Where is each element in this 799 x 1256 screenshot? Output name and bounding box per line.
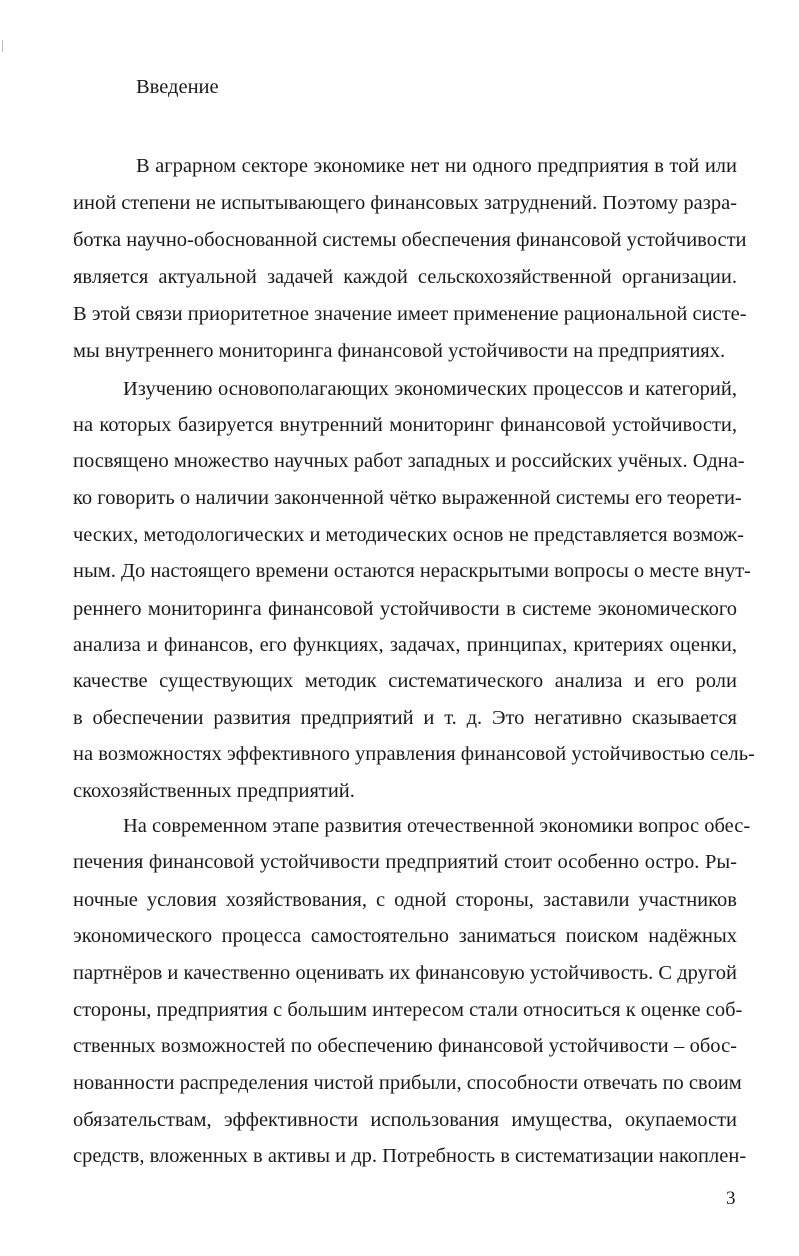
paragraph-line: средств, вложенных в активы и др. Потребность в систематизации накоплен- [73, 1145, 747, 1167]
paragraph-line: ботка научно-обоснованной системы обеспечения финансовой устойчивости [73, 229, 747, 251]
paragraph-line: В аграрном секторе экономике нет ни одного предприятия в той или [136, 155, 737, 177]
paragraph-line: посвящено множество научных работ западных и российских учёных. Одна- [73, 450, 745, 472]
paragraph-line: на возможностях эффективного управления финансовой устойчивостью сель- [73, 743, 755, 765]
paragraph-line: ным. До настоящего времени остаются нераскрытыми вопросы о месте внут- [73, 560, 751, 582]
page-number: 3 [726, 1188, 736, 1209]
paragraph-line: нованности распределения чистой прибыли, способности отвечать по своим [73, 1072, 742, 1094]
paragraph-line: иной степени не испытывающего финансовых затруднений. Поэтому разра- [73, 192, 737, 214]
paragraph-line: является актуальной задачей каждой сельскохозяйственной организации. [73, 266, 737, 288]
paragraph-line: На современном этапе развития отечественной экономики вопрос обес- [123, 815, 751, 837]
paragraph-line: Изучению основополагающих экономических процессов и категорий, [123, 378, 737, 400]
paragraph-line: скохозяйственных предприятий. [73, 780, 355, 802]
paragraph-line: мы внутреннего мониторинга финансовой устойчивости на предприятиях. [73, 340, 726, 362]
paragraph-line: партнёров и качественно оценивать их финансовую устойчивость. С другой [73, 962, 737, 984]
paragraph-line: качестве существующих методик систематического анализа и его роли [73, 670, 737, 692]
paragraph-line: на которых базируется внутренний мониторинг финансовой устойчивости, [73, 414, 737, 436]
paragraph-line: ственных возможностей по обеспечению финансовой устойчивости – обос- [73, 1035, 737, 1057]
paragraph-line: ческих, методологических и методических основ не представляется возмож- [73, 524, 744, 546]
paragraph-line: анализа и финансов, его функциях, задачах, принципах, критериях оценки, [73, 634, 737, 656]
section-heading: Введение [136, 76, 219, 98]
paragraph-line: экономического процесса самостоятельно заниматься поиском надёжных [73, 925, 737, 947]
paragraph-line: в обеспечении развития предприятий и т. д. Это негативно сказывается [73, 707, 737, 729]
paragraph-line: ночные условия хозяйствования, с одной стороны, заставили участников [73, 889, 737, 911]
paragraph-line: реннего мониторинга финансовой устойчивости в системе экономического [73, 598, 737, 620]
paragraph-line: стороны, предприятия с большим интересом стали относиться к оценке соб- [73, 999, 743, 1021]
paragraph-line: обязательствам, эффективности использования имущества, окупаемости [73, 1109, 737, 1131]
paragraph-line: печения финансовой устойчивости предприятий стоит особенно остро. Ры- [73, 851, 737, 873]
paragraph-line: В этой связи приоритетное значение имеет применение рациональной систе- [73, 303, 747, 325]
paragraph-line: ко говорить о наличии законченной чётко выраженной системы его теорети- [73, 487, 742, 509]
scan-artifact [2, 40, 3, 52]
